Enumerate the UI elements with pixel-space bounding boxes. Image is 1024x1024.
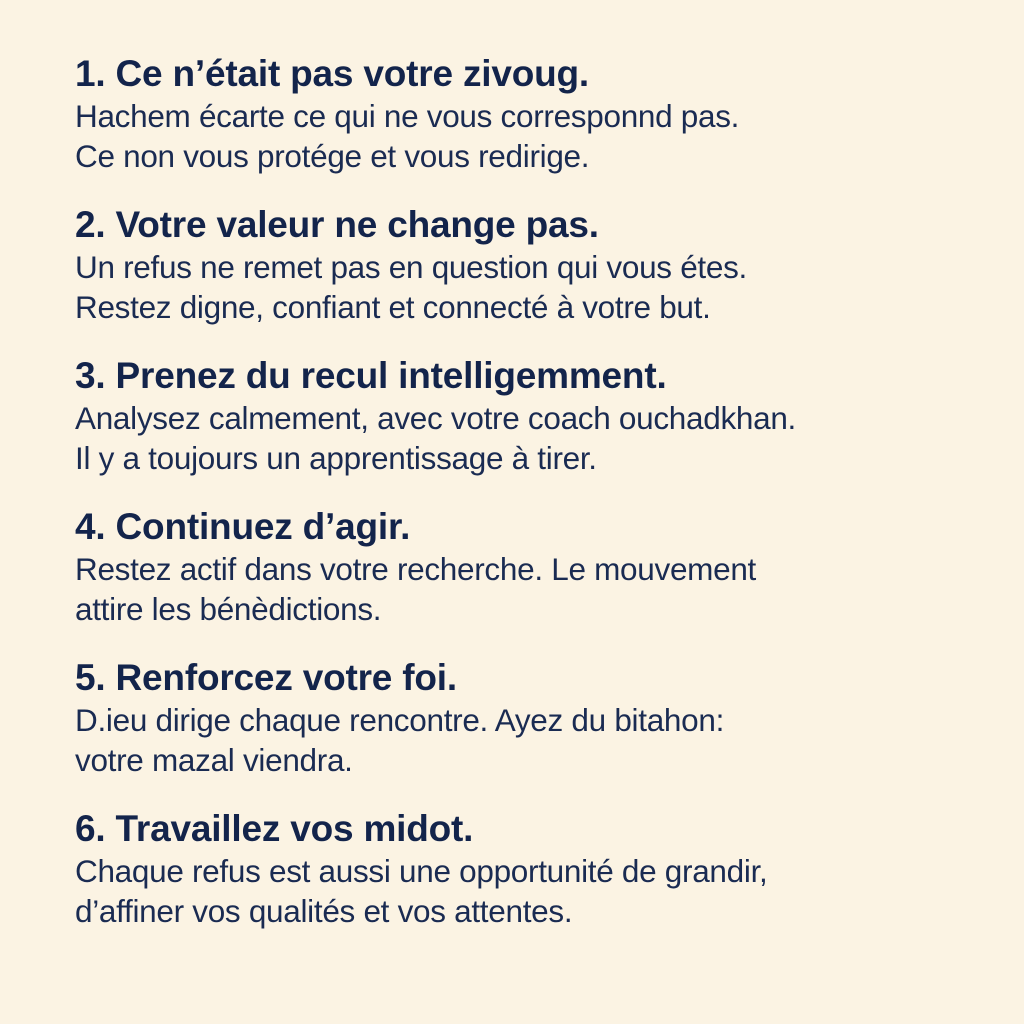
advice-text-line: Restez actif dans votre recherche. Le mouvement <box>75 551 756 587</box>
advice-text-line: D.ieu dirige chaque rencontre. Ayez du bitahon: <box>75 702 725 738</box>
advice-item-4 <box>75 505 964 629</box>
advice-text-line: attire les bénèdictions. <box>75 591 382 627</box>
advice-heading: 2. Votre valeur ne change pas. <box>75 204 599 245</box>
advice-text-line: Il y a toujours un apprentissage à tirer. <box>75 440 597 476</box>
advice-text-line: Analysez calmement, avec votre coach ouchadkhan. <box>75 400 797 436</box>
advice-heading: 4. Continuez d’agir. <box>75 506 411 547</box>
advice-heading: 5. Renforcez votre foi. <box>75 657 457 698</box>
advice-item-3 <box>75 354 964 478</box>
advice-text-line: Un refus ne remet pas en question qui vous étes. <box>75 249 748 285</box>
advice-text-line: Ce non vous protége et vous redirige. <box>75 138 590 174</box>
advice-heading: 1. Ce n’était pas votre zivoug. <box>75 53 589 94</box>
advice-item-5 <box>75 656 964 780</box>
advice-item-2 <box>75 203 964 327</box>
advice-text-line: Hachem écarte ce qui ne vous corresponnd pas. <box>75 98 740 134</box>
advice-heading: 3. Prenez du recul intelligemment. <box>75 355 667 396</box>
advice-heading: 6. Travaillez vos midot. <box>75 808 474 849</box>
advice-text-line: Restez digne, confiant et connecté à votre but. <box>75 289 711 325</box>
advice-item-1 <box>75 52 964 176</box>
advice-text-line: d’affiner vos qualités et vos attentes. <box>75 893 573 929</box>
advice-item-6 <box>75 807 964 931</box>
advice-text-line: votre mazal viendra. <box>75 742 353 778</box>
advice-text-line: Chaque refus est aussi une opportunité de grandir, <box>75 853 768 889</box>
